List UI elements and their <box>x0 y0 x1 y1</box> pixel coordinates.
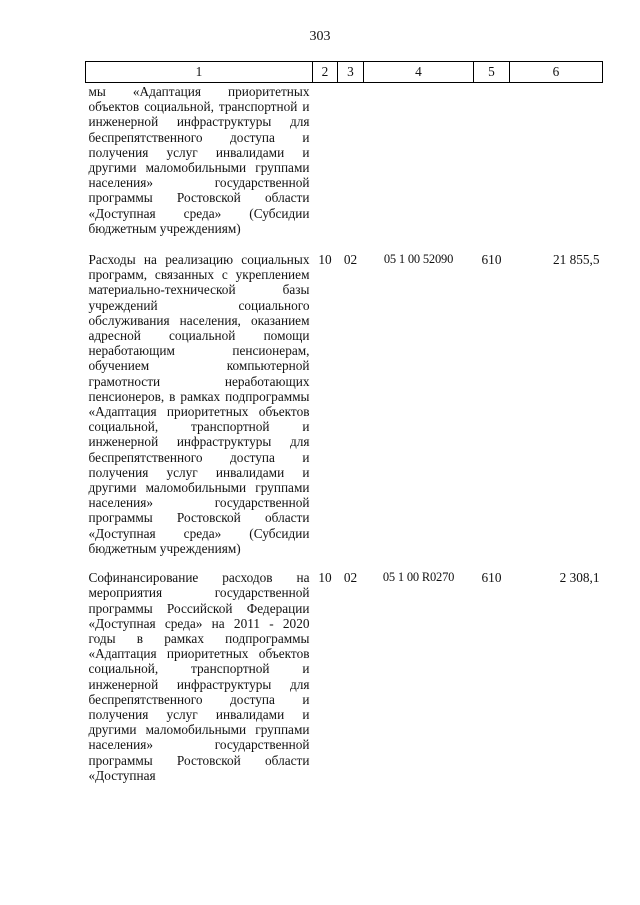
expense-type-code <box>474 83 510 253</box>
table-row <box>86 570 603 783</box>
expense-description: мы «Адаптация приоритетных объектов социальной, транспортной и инженерной инфраструктуры для беспрепятственного доступа и получения услуг инвалидами и другими маломобильными группами населения» государственной программы Ростовской области «Доступная среда» (Субсидии бюджетным учреждениям) <box>88 84 310 236</box>
column-header-6: 6 <box>510 62 603 83</box>
column-header-3: 3 <box>338 62 364 83</box>
expense-description: Софинансирование расходов на мероприятия государственной программы Российской Федерации «Доступная среда» на 2011 - 2020 годы в рамках подпрограммы «Адаптация приоритетных объектов социальной, транспортной и инженерной инфраструктуры для беспрепятственного доступа и получения услуг инвалидами и другими маломобильными группами населения» государственной программы Ростовской области «Доступная <box>88 570 310 783</box>
amount-value <box>510 83 603 253</box>
column-header-4: 4 <box>364 62 474 83</box>
budget-table <box>85 61 603 783</box>
table-row <box>86 252 603 570</box>
section-code: 10 <box>318 570 332 586</box>
subsection-code <box>338 83 364 253</box>
amount-value: 21 855,5 <box>552 252 600 268</box>
target-article-code <box>364 83 474 253</box>
amount-value: 2 308,1 <box>559 570 600 586</box>
page-number: 303 <box>309 29 331 44</box>
section-code <box>313 83 338 253</box>
subsection-code: 02 <box>343 570 358 586</box>
expense-type-code: 610 <box>481 252 502 268</box>
expense-type-code: 610 <box>481 570 502 586</box>
column-header-1: 1 <box>86 62 313 83</box>
subsection-code: 02 <box>343 252 358 268</box>
table-header-row <box>86 62 603 83</box>
section-code: 10 <box>318 252 332 268</box>
column-header-5: 5 <box>474 62 510 83</box>
target-article-code: 05 1 00 R0270 <box>382 570 455 585</box>
target-article-code: 05 1 00 52090 <box>383 252 454 267</box>
table-row <box>86 83 603 253</box>
column-header-2: 2 <box>313 62 338 83</box>
expense-description: Расходы на реализацию социальных программ, связанных с укреплением материально-технической базы учреждений социального обслуживания населения, оказанием адресной социальной помощи неработающим пенсионерам, обучением компьютерной грамотности неработающих пенсионеров, в рамках подпрограммы «Адаптация приоритетных объектов социальной, транспортной и инженерной инфраструктуры для беспрепятственного доступа и получения услуг инвалидами и другими маломобильными группами населения» государственной программы Ростовской области «Доступная среда» (Субсидии бюджетным учреждениям) <box>88 252 310 556</box>
